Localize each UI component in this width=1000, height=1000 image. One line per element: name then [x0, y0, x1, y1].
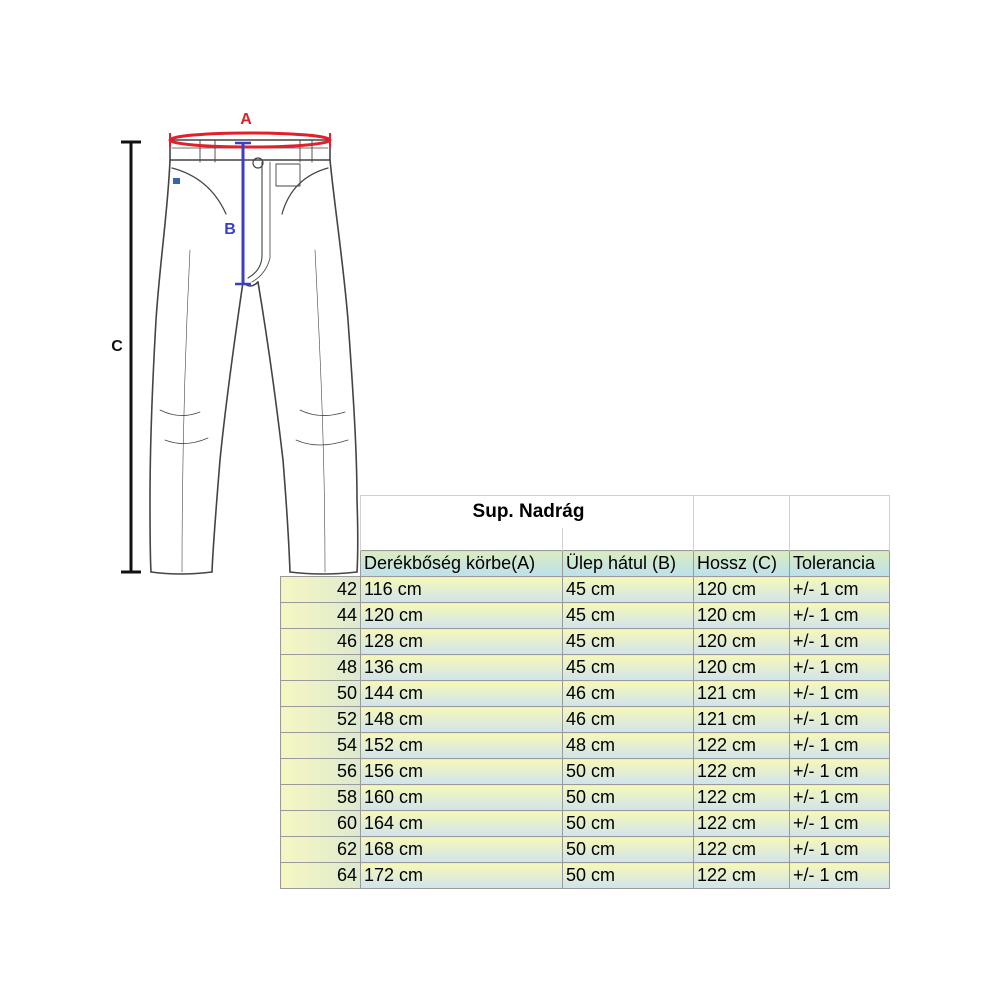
cell-size: 64	[281, 863, 361, 889]
cell-length: 120 cm	[694, 629, 790, 655]
cell-size: 42	[281, 577, 361, 603]
table-row	[281, 733, 890, 759]
cell-rise: 50 cm	[563, 837, 694, 863]
cell-size: 44	[281, 603, 361, 629]
cell-waist: 144 cm	[361, 681, 563, 707]
cell-size: 62	[281, 837, 361, 863]
cell-rise: 46 cm	[563, 707, 694, 733]
header-waist: Derékbőség körbe(A)	[361, 551, 563, 577]
rise-label: B	[224, 221, 236, 238]
table-row	[281, 681, 890, 707]
cell-length: 121 cm	[694, 707, 790, 733]
empty-cell	[790, 496, 890, 529]
header-rise: Ülep hátul (B)	[563, 551, 694, 577]
cell-waist: 136 cm	[361, 655, 563, 681]
table-title: Sup. Nadrág	[361, 496, 694, 529]
table-row	[281, 811, 890, 837]
cell-rise: 50 cm	[563, 863, 694, 889]
cell-length: 120 cm	[694, 577, 790, 603]
cell-waist: 160 cm	[361, 785, 563, 811]
cell-waist: 168 cm	[361, 837, 563, 863]
cell-size: 56	[281, 759, 361, 785]
cell-rise: 45 cm	[563, 577, 694, 603]
cell-waist: 152 cm	[361, 733, 563, 759]
cell-waist: 156 cm	[361, 759, 563, 785]
cell-length: 121 cm	[694, 681, 790, 707]
cell-rise: 45 cm	[563, 655, 694, 681]
cell-size: 60	[281, 811, 361, 837]
cell-tolerance: +/- 1 cm	[790, 837, 890, 863]
header-tolerance: Tolerancia	[790, 551, 890, 577]
cell-tolerance: +/- 1 cm	[790, 707, 890, 733]
cell-size: 54	[281, 733, 361, 759]
empty-cell	[281, 496, 361, 529]
table-row	[281, 577, 890, 603]
length-measure-C	[111, 142, 141, 572]
cell-tolerance: +/- 1 cm	[790, 603, 890, 629]
cell-waist: 128 cm	[361, 629, 563, 655]
waist-measure-A	[170, 111, 330, 147]
cell-tolerance: +/- 1 cm	[790, 811, 890, 837]
empty-cell	[281, 551, 361, 577]
cell-rise: 50 cm	[563, 759, 694, 785]
table-row	[281, 655, 890, 681]
cell-tolerance: +/- 1 cm	[790, 629, 890, 655]
cell-tolerance: +/- 1 cm	[790, 577, 890, 603]
table-row	[281, 629, 890, 655]
cell-rise: 45 cm	[563, 603, 694, 629]
cell-length: 122 cm	[694, 863, 790, 889]
cell-waist: 116 cm	[361, 577, 563, 603]
cell-rise: 46 cm	[563, 681, 694, 707]
table-row	[281, 707, 890, 733]
rise-measure-B	[224, 143, 251, 284]
cell-tolerance: +/- 1 cm	[790, 655, 890, 681]
table-row	[281, 837, 890, 863]
length-label: C	[111, 338, 123, 355]
table-body	[281, 577, 890, 889]
cell-waist: 148 cm	[361, 707, 563, 733]
size-chart-table	[280, 495, 890, 889]
cell-size: 52	[281, 707, 361, 733]
table-row	[281, 603, 890, 629]
cell-rise: 50 cm	[563, 785, 694, 811]
spacer-row	[281, 528, 890, 551]
table-title-row	[281, 496, 890, 529]
cell-length: 122 cm	[694, 759, 790, 785]
cell-rise: 50 cm	[563, 811, 694, 837]
cell-length: 122 cm	[694, 733, 790, 759]
cell-tolerance: +/- 1 cm	[790, 733, 890, 759]
cell-rise: 45 cm	[563, 629, 694, 655]
cell-size: 58	[281, 785, 361, 811]
cell-tolerance: +/- 1 cm	[790, 759, 890, 785]
table-header-row	[281, 551, 890, 577]
empty-cell	[694, 496, 790, 529]
cell-size: 48	[281, 655, 361, 681]
cell-tolerance: +/- 1 cm	[790, 785, 890, 811]
cell-length: 122 cm	[694, 785, 790, 811]
cell-length: 120 cm	[694, 603, 790, 629]
cell-length: 122 cm	[694, 811, 790, 837]
waist-label: A	[240, 111, 252, 128]
cell-length: 122 cm	[694, 837, 790, 863]
table-row	[281, 785, 890, 811]
cell-size: 50	[281, 681, 361, 707]
header-length: Hossz (C)	[694, 551, 790, 577]
table-row	[281, 759, 890, 785]
cell-waist: 164 cm	[361, 811, 563, 837]
cell-waist: 120 cm	[361, 603, 563, 629]
cell-length: 120 cm	[694, 655, 790, 681]
cell-tolerance: +/- 1 cm	[790, 863, 890, 889]
label-tag	[173, 178, 180, 184]
cell-tolerance: +/- 1 cm	[790, 681, 890, 707]
table-row	[281, 863, 890, 889]
cell-rise: 48 cm	[563, 733, 694, 759]
cell-waist: 172 cm	[361, 863, 563, 889]
cell-size: 46	[281, 629, 361, 655]
